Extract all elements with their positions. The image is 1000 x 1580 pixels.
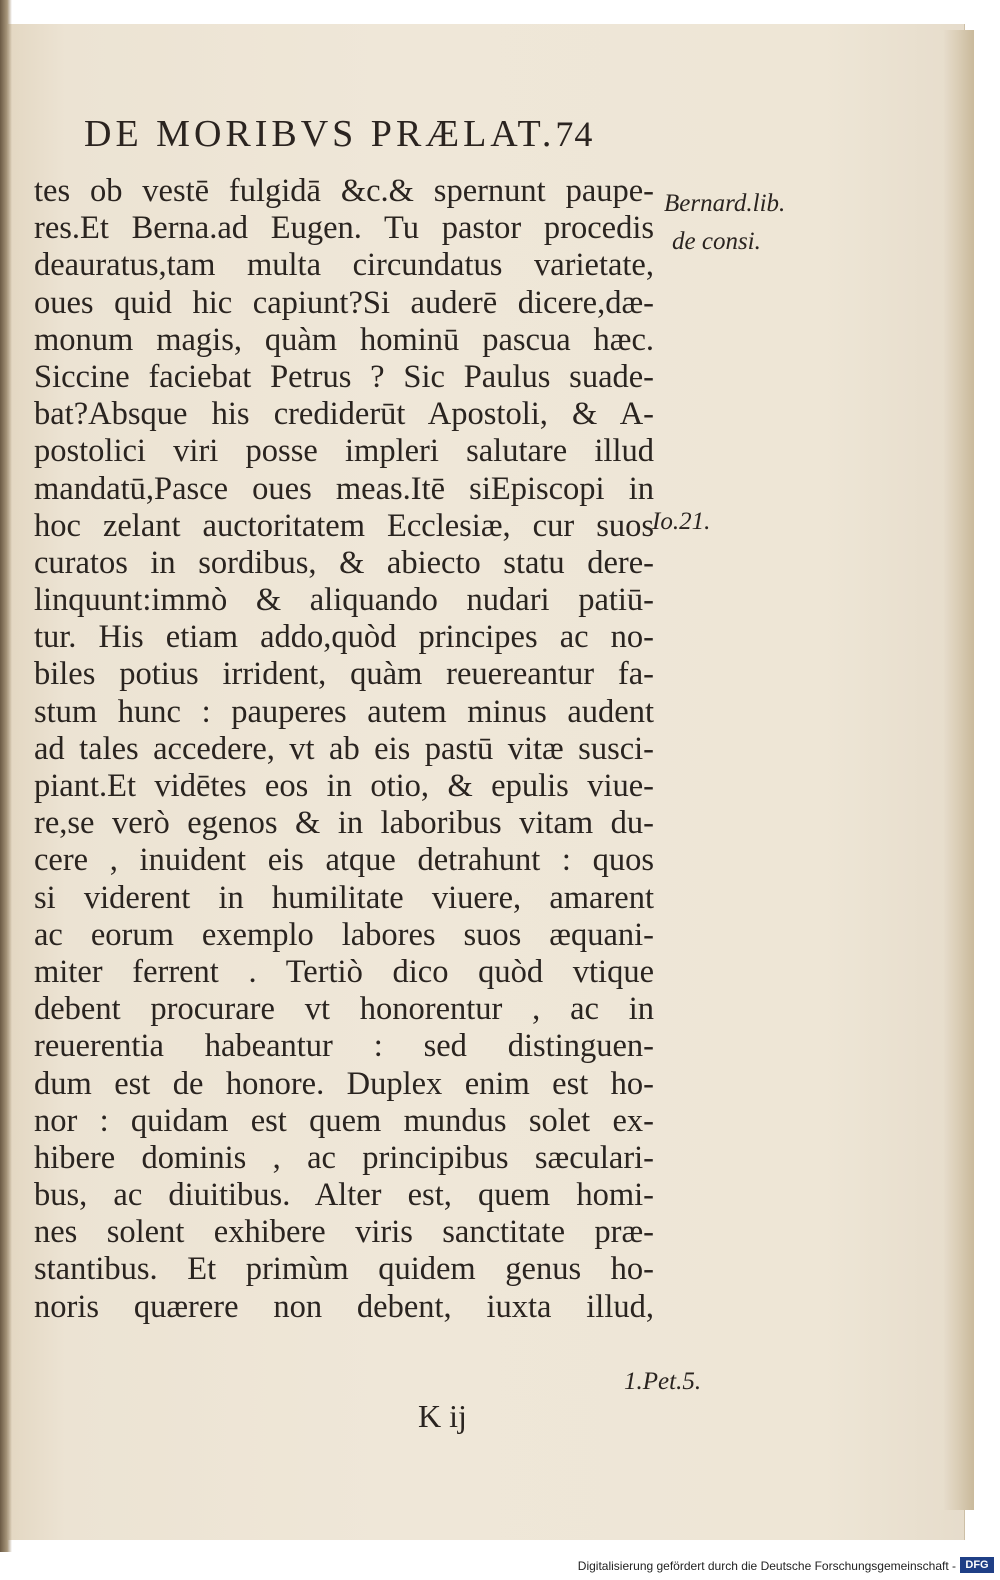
text-line: curatos in sordibus, & abiecto statu dere- xyxy=(34,544,654,581)
text-line: monum magis, quàm hominū pascua hæc. xyxy=(34,321,654,358)
page-edge xyxy=(944,30,974,1510)
text-line: linquunt:immò & aliquando nudari patiū- xyxy=(34,582,654,619)
text-line: debent procurare vt honorentur , ac in xyxy=(34,991,654,1028)
text-line: tur. His etiam addo,quòd principes ac no- xyxy=(34,619,654,656)
margin-note-de-consi: de consi. xyxy=(672,228,761,255)
running-header xyxy=(84,112,664,156)
body-text xyxy=(34,173,654,1326)
text-line: nor : quidam est quem mundus solet ex- xyxy=(34,1102,654,1139)
text-line: postolici viri posse impleri salutare illud xyxy=(34,433,654,470)
text-line: bus, ac diuitibus. Alter est, quem homi- xyxy=(34,1177,654,1214)
signature-mark: K ij xyxy=(418,1398,467,1434)
text-line: si viderent in humilitate viuere, amarent xyxy=(34,879,654,916)
margin-note-john: Io.21. xyxy=(652,508,711,535)
margin-note-bernard: Bernard.lib. xyxy=(664,190,786,217)
text-line: hibere dominis , ac principibus sæculari- xyxy=(34,1139,654,1176)
text-line: miter ferrent . Tertiò dico quòd vtique xyxy=(34,953,654,990)
text-line: ac eorum exemplo labores suos æquani- xyxy=(34,916,654,953)
text-line: Siccine faciebat Petrus ? Sic Paulus suade- xyxy=(34,358,654,395)
text-line: hoc zelant auctoritatem Ecclesiæ, cur suos xyxy=(34,507,654,544)
text-line: biles potius irrident, quàm reuereantur fa- xyxy=(34,656,654,693)
text-line: piant.Et vidētes eos in otio, & epulis viue- xyxy=(34,768,654,804)
gutter-shadow xyxy=(0,0,12,1552)
text-line: dum est de honore. Duplex enim est ho- xyxy=(34,1065,654,1102)
header-title: DE MORIBVS PRÆLAT. xyxy=(84,113,556,155)
text-line: nes solent exhibere viris sanctitate præ- xyxy=(34,1214,654,1251)
text-line: mandatū,Pasce oues meas.Itē siEpiscopi in xyxy=(34,470,654,507)
margin-note-peter: 1.Pet.5. xyxy=(624,1368,702,1395)
text-line: tes ob vestē fulgidā &c.& spernunt paupe- xyxy=(34,173,654,209)
page-number: 74 xyxy=(555,114,594,154)
text-line: re,se verò egenos & in laboribus vitam du- xyxy=(34,805,654,842)
footer-credit: Digitalisierung gefördert durch die Deutsche Forschungsgemeinschaft - xyxy=(577,1559,956,1573)
text-line: cere , inuident eis atque detrahunt : quos xyxy=(34,842,654,879)
text-line: reuerentia habeantur : sed distinguen- xyxy=(34,1028,654,1065)
text-line: bat?Absque his crediderūt Apostoli, & A- xyxy=(34,396,654,433)
text-line: ad tales accedere, vt ab eis pastū vitæ susci- xyxy=(34,730,654,767)
text-line: res.Et Berna.ad Eugen. Tu pastor procedis xyxy=(34,210,654,247)
text-line: oues quid hic capiunt?Si auderē dicere,dæ- xyxy=(34,284,654,321)
text-line: noris quærere non debent, iuxta illud, xyxy=(34,1288,654,1325)
text-line: deauratus,tam multa circundatus varietate, xyxy=(34,247,654,284)
dfg-logo: DFG xyxy=(960,1557,994,1573)
footer-bar xyxy=(0,1552,1000,1580)
text-line: stantibus. Et primùm quidem genus ho- xyxy=(34,1251,654,1288)
text-line: stum hunc : pauperes autem minus audent xyxy=(34,693,654,730)
